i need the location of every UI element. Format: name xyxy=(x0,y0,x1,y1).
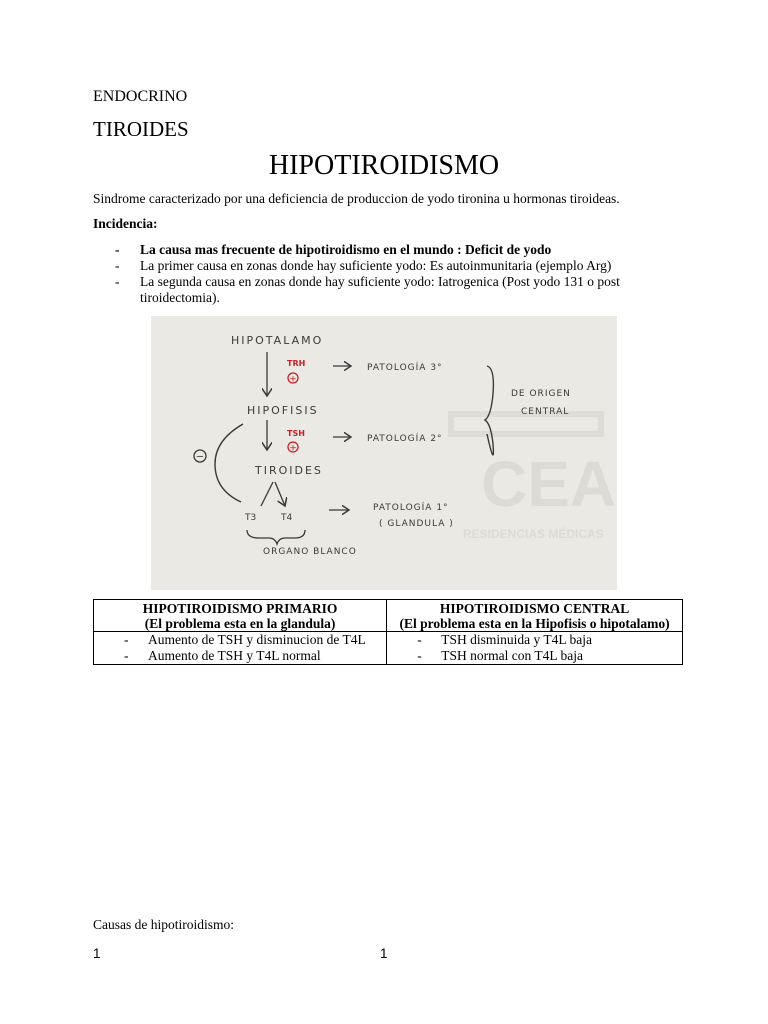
table-row xyxy=(94,632,683,665)
dash-marker: - xyxy=(115,242,120,257)
header-title: HIPOTIROIDISMO PRIMARIO xyxy=(142,601,338,616)
header-subtitle: (El problema esta en la glandula) xyxy=(144,616,336,631)
brace-right xyxy=(485,366,493,455)
header-subtitle: (El problema esta en la Hipofisis o hipotalamo) xyxy=(399,616,670,631)
header-primario xyxy=(94,600,387,632)
footer-page-number-left: 1 xyxy=(93,946,101,961)
dash-marker: - xyxy=(417,648,422,663)
label-hipotalamo: HIPOTALAMO xyxy=(231,334,324,347)
label-de-origen: DE ORIGEN xyxy=(511,389,571,399)
label-t4: T4 xyxy=(281,513,293,523)
list-item xyxy=(115,274,675,306)
watermark-text: RESIDENCIAS MÉDICAS xyxy=(463,527,604,541)
plus-sign: + xyxy=(289,374,297,385)
label-tsh: TSH xyxy=(287,429,305,438)
label-glandula: ( GLANDULA ) xyxy=(379,519,454,529)
cell-line xyxy=(391,632,678,648)
list-item-text: La segunda causa en zonas donde hay suficiente yodo: Iatrogenica (Post yodo 131 o post tiroidectomia). xyxy=(140,274,620,305)
table-cell xyxy=(387,632,683,665)
incidencia-list xyxy=(115,242,675,306)
label-patologia-1: PATOLOGÍA 1° xyxy=(373,503,449,513)
label-organo-blanco: ORGANO BLANCO xyxy=(263,547,357,557)
label-hipofisis: HIPOFISIS xyxy=(247,404,319,417)
cell-text: TSH normal con T4L baja xyxy=(441,648,583,663)
list-item-text: La primer causa en zonas donde hay suficiente yodo: Es autoinmunitaria (ejemplo Arg) xyxy=(140,258,612,273)
arrow-diag-right xyxy=(275,482,285,506)
footer-page-number-center: 1 xyxy=(380,946,388,961)
watermark-logo: CEA xyxy=(481,448,617,520)
cell-line xyxy=(98,632,382,648)
list-item xyxy=(115,258,675,274)
label-patologia-2: PATOLOGÍA 2° xyxy=(367,434,443,444)
dash-marker: - xyxy=(417,632,422,647)
arrow-diag-left xyxy=(261,482,273,506)
label-central: CENTRAL xyxy=(521,407,570,417)
label-patologia-3: PATOLOGÍA 3° xyxy=(367,363,443,373)
comparison-table xyxy=(93,599,683,665)
list-item-text: La causa mas frecuente de hipotiroidismo en el mundo : Deficit de yodo xyxy=(140,242,552,257)
table-header-row xyxy=(94,600,683,632)
label-t3: T3 xyxy=(245,513,257,523)
subsection-label: TIROIDES xyxy=(93,117,189,141)
dash-marker: - xyxy=(124,632,129,647)
header-central xyxy=(387,600,683,632)
diagram-svg xyxy=(151,316,617,590)
cell-text: Aumento de TSH y disminucion de T4L xyxy=(148,632,366,647)
feedback-arc xyxy=(215,424,243,502)
minus-sign: − xyxy=(195,451,205,463)
label-tiroides: TIROIDES xyxy=(255,464,323,477)
table-cell xyxy=(94,632,387,665)
list-item xyxy=(115,242,675,258)
incidencia-heading: Incidencia: xyxy=(93,216,158,231)
dash-marker: - xyxy=(115,258,120,273)
header-title: HIPOTIROIDISMO CENTRAL xyxy=(439,601,630,616)
page-title: HIPOTIROIDISMO xyxy=(268,150,500,181)
dash-marker: - xyxy=(124,648,129,663)
intro-paragraph: Sindrome caracterizado por una deficiencia de produccion de yodo tironina u hormonas tiroideas. xyxy=(93,191,620,206)
label-trh: TRH xyxy=(287,359,306,368)
cell-line xyxy=(98,648,382,664)
section-label: ENDOCRINO xyxy=(93,88,188,105)
cell-line xyxy=(391,648,678,664)
causas-heading: Causas de hipotiroidismo: xyxy=(93,917,234,932)
watermark-building-shape xyxy=(451,414,601,434)
dash-marker: - xyxy=(115,274,120,289)
axis-diagram-photo xyxy=(151,316,617,590)
cell-text: Aumento de TSH y T4L normal xyxy=(148,648,321,663)
plus-sign: + xyxy=(289,443,297,454)
brace-bottom xyxy=(247,530,305,544)
cell-text: TSH disminuida y T4L baja xyxy=(441,632,592,647)
